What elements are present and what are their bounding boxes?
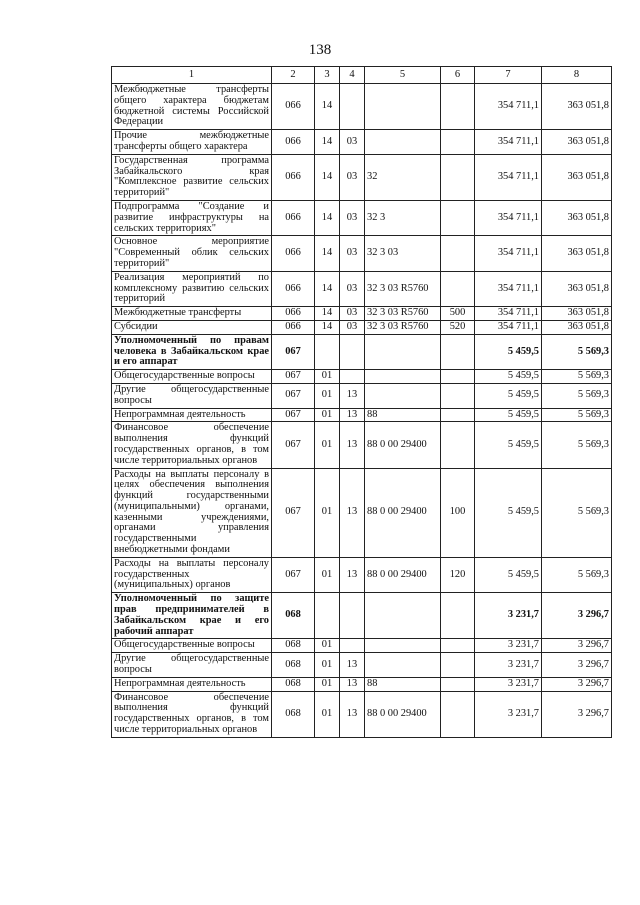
admin-code-cell: 068	[272, 653, 315, 678]
target-item-cell: 88	[365, 677, 441, 691]
expense-type-cell	[441, 200, 475, 235]
row-name-cell: Финансовое обеспечение выполнения функций государственных органов, в том числе территориальных органов	[112, 691, 272, 737]
subsection-code-cell	[340, 370, 365, 384]
subsection-code-cell: 03	[340, 130, 365, 155]
target-item-cell	[365, 593, 441, 639]
section-code-cell: 01	[315, 677, 340, 691]
target-item-cell: 32 3 03 R5760	[365, 320, 441, 334]
amount-year2-cell: 363 051,8	[542, 271, 612, 306]
row-name-cell: Расходы на выплаты персоналу в целях обеспечения выполнения функций государственными (муниципальными) органами, казенными учреждениями, органами управления государственными внебюджетными фондами	[112, 468, 272, 557]
admin-code-cell: 066	[272, 320, 315, 334]
expense-type-cell	[441, 271, 475, 306]
expense-type-cell: 500	[441, 307, 475, 321]
section-code-cell: 14	[315, 130, 340, 155]
admin-code-cell: 066	[272, 307, 315, 321]
table-row	[112, 677, 612, 691]
row-name-cell: Общегосударственные вопросы	[112, 639, 272, 653]
amount-year1-cell: 5 459,5	[475, 370, 542, 384]
target-item-cell	[365, 383, 441, 408]
table-row	[112, 307, 612, 321]
expense-type-cell	[441, 422, 475, 468]
table-row	[112, 557, 612, 592]
table-row	[112, 383, 612, 408]
section-code-cell	[315, 334, 340, 369]
page-number: 138	[308, 42, 332, 58]
amount-year1-cell: 5 459,5	[475, 334, 542, 369]
subsection-code-cell: 13	[340, 422, 365, 468]
expense-type-cell	[441, 334, 475, 369]
table-row	[112, 468, 612, 557]
amount-year1-cell: 3 231,7	[475, 593, 542, 639]
expense-type-cell	[441, 677, 475, 691]
table-row	[112, 422, 612, 468]
column-header: 1	[112, 67, 272, 84]
amount-year1-cell: 354 711,1	[475, 236, 542, 271]
section-code-cell: 01	[315, 370, 340, 384]
amount-year2-cell: 5 569,3	[542, 408, 612, 422]
amount-year2-cell: 5 569,3	[542, 334, 612, 369]
amount-year1-cell: 354 711,1	[475, 200, 542, 235]
subsection-code-cell: 03	[340, 154, 365, 200]
row-name-cell: Финансовое обеспечение выполнения функций государственных органов, в том числе территориальных органов	[112, 422, 272, 468]
expense-type-cell	[441, 154, 475, 200]
amount-year2-cell: 3 296,7	[542, 653, 612, 678]
expense-type-cell	[441, 236, 475, 271]
table-row	[112, 271, 612, 306]
section-code-cell: 01	[315, 422, 340, 468]
amount-year1-cell: 354 711,1	[475, 307, 542, 321]
expense-type-cell	[441, 84, 475, 130]
table-row	[112, 593, 612, 639]
subsection-code-cell: 13	[340, 383, 365, 408]
expense-type-cell	[441, 639, 475, 653]
subsection-code-cell: 03	[340, 271, 365, 306]
amount-year2-cell: 5 569,3	[542, 468, 612, 557]
subsection-code-cell: 13	[340, 408, 365, 422]
target-item-cell	[365, 370, 441, 384]
admin-code-cell: 067	[272, 557, 315, 592]
table-row	[112, 236, 612, 271]
table-row	[112, 130, 612, 155]
table-row	[112, 370, 612, 384]
target-item-cell: 88 0 00 29400	[365, 422, 441, 468]
target-item-cell	[365, 130, 441, 155]
amount-year1-cell: 354 711,1	[475, 320, 542, 334]
amount-year2-cell: 3 296,7	[542, 593, 612, 639]
admin-code-cell: 067	[272, 422, 315, 468]
amount-year2-cell: 363 051,8	[542, 130, 612, 155]
amount-year2-cell: 5 569,3	[542, 383, 612, 408]
row-name-cell: Реализация мероприятий по комплексному развитию сельских территорий	[112, 271, 272, 306]
expense-type-cell	[441, 653, 475, 678]
admin-code-cell: 067	[272, 370, 315, 384]
amount-year2-cell: 363 051,8	[542, 236, 612, 271]
table-row	[112, 334, 612, 369]
row-name-cell: Непрограммная деятельность	[112, 408, 272, 422]
row-name-cell: Межбюджетные трансферты	[112, 307, 272, 321]
section-code-cell: 01	[315, 468, 340, 557]
section-code-cell: 01	[315, 691, 340, 737]
amount-year1-cell: 5 459,5	[475, 383, 542, 408]
row-name-cell: Уполномоченный по правам человека в Забайкальском крае и его аппарат	[112, 334, 272, 369]
subsection-code-cell: 13	[340, 677, 365, 691]
section-code-cell: 01	[315, 557, 340, 592]
row-name-cell: Межбюджетные трансферты общего характера бюджетам бюджетной системы Российской Федерации	[112, 84, 272, 130]
amount-year2-cell: 363 051,8	[542, 320, 612, 334]
subsection-code-cell: 13	[340, 691, 365, 737]
table-row	[112, 154, 612, 200]
expense-type-cell: 120	[441, 557, 475, 592]
table-row	[112, 84, 612, 130]
row-name-cell: Подпрограмма "Создание и развитие инфраструктуры на сельских территориях"	[112, 200, 272, 235]
target-item-cell	[365, 84, 441, 130]
admin-code-cell: 067	[272, 334, 315, 369]
subsection-code-cell: 03	[340, 200, 365, 235]
row-name-cell: Общегосударственные вопросы	[112, 370, 272, 384]
target-item-cell: 32 3 03 R5760	[365, 307, 441, 321]
column-header: 3	[315, 67, 340, 84]
table-row	[112, 639, 612, 653]
section-code-cell: 14	[315, 320, 340, 334]
amount-year1-cell: 3 231,7	[475, 653, 542, 678]
admin-code-cell: 067	[272, 468, 315, 557]
expense-type-cell: 100	[441, 468, 475, 557]
target-item-cell	[365, 653, 441, 678]
admin-code-cell: 068	[272, 593, 315, 639]
admin-code-cell: 067	[272, 383, 315, 408]
amount-year2-cell: 363 051,8	[542, 200, 612, 235]
amount-year1-cell: 5 459,5	[475, 557, 542, 592]
column-header: 6	[441, 67, 475, 84]
amount-year2-cell: 5 569,3	[542, 557, 612, 592]
admin-code-cell: 067	[272, 408, 315, 422]
subsection-code-cell: 03	[340, 307, 365, 321]
section-code-cell	[315, 593, 340, 639]
column-header: 7	[475, 67, 542, 84]
target-item-cell	[365, 639, 441, 653]
expense-type-cell	[441, 593, 475, 639]
row-name-cell: Другие общегосударственные вопросы	[112, 653, 272, 678]
amount-year1-cell: 5 459,5	[475, 422, 542, 468]
amount-year2-cell: 3 296,7	[542, 677, 612, 691]
target-item-cell: 32 3	[365, 200, 441, 235]
subsection-code-cell	[340, 593, 365, 639]
target-item-cell: 88 0 00 29400	[365, 691, 441, 737]
amount-year1-cell: 3 231,7	[475, 677, 542, 691]
row-name-cell: Субсидии	[112, 320, 272, 334]
row-name-cell: Основное мероприятие "Современный облик сельских территорий"	[112, 236, 272, 271]
table-header-row	[112, 67, 612, 84]
row-name-cell: Прочие межбюджетные трансферты общего характера	[112, 130, 272, 155]
target-item-cell: 32 3 03 R5760	[365, 271, 441, 306]
amount-year2-cell: 3 296,7	[542, 639, 612, 653]
section-code-cell: 01	[315, 653, 340, 678]
admin-code-cell: 068	[272, 639, 315, 653]
amount-year1-cell: 354 711,1	[475, 271, 542, 306]
row-name-cell: Государственная программа Забайкальского края "Комплексное развитие сельских территорий"	[112, 154, 272, 200]
row-name-cell: Другие общегосударственные вопросы	[112, 383, 272, 408]
target-item-cell: 88	[365, 408, 441, 422]
admin-code-cell: 066	[272, 154, 315, 200]
expense-type-cell	[441, 408, 475, 422]
subsection-code-cell	[340, 84, 365, 130]
column-header: 5	[365, 67, 441, 84]
subsection-code-cell: 03	[340, 236, 365, 271]
admin-code-cell: 068	[272, 677, 315, 691]
section-code-cell: 14	[315, 307, 340, 321]
row-name-cell: Расходы на выплаты персоналу государственных (муниципальных) органов	[112, 557, 272, 592]
target-item-cell: 88 0 00 29400	[365, 468, 441, 557]
amount-year1-cell: 354 711,1	[475, 130, 542, 155]
column-header: 2	[272, 67, 315, 84]
expense-type-cell	[441, 130, 475, 155]
row-name-cell: Уполномоченный по защите прав предпринимателей в Забайкальском крае и его рабочий аппарат	[112, 593, 272, 639]
target-item-cell: 88 0 00 29400	[365, 557, 441, 592]
table-row	[112, 691, 612, 737]
section-code-cell: 01	[315, 383, 340, 408]
subsection-code-cell	[340, 334, 365, 369]
admin-code-cell: 068	[272, 691, 315, 737]
section-code-cell: 14	[315, 200, 340, 235]
column-header: 8	[542, 67, 612, 84]
section-code-cell: 14	[315, 236, 340, 271]
amount-year1-cell: 5 459,5	[475, 468, 542, 557]
admin-code-cell: 066	[272, 84, 315, 130]
expense-type-cell	[441, 383, 475, 408]
target-item-cell	[365, 334, 441, 369]
amount-year1-cell: 3 231,7	[475, 639, 542, 653]
table-row	[112, 200, 612, 235]
target-item-cell: 32	[365, 154, 441, 200]
admin-code-cell: 066	[272, 271, 315, 306]
amount-year1-cell: 354 711,1	[475, 154, 542, 200]
budget-table	[111, 66, 612, 738]
section-code-cell: 14	[315, 84, 340, 130]
amount-year1-cell: 354 711,1	[475, 84, 542, 130]
amount-year2-cell: 363 051,8	[542, 154, 612, 200]
table-row	[112, 320, 612, 334]
target-item-cell: 32 3 03	[365, 236, 441, 271]
admin-code-cell: 066	[272, 200, 315, 235]
amount-year2-cell: 363 051,8	[542, 307, 612, 321]
amount-year1-cell: 5 459,5	[475, 408, 542, 422]
section-code-cell: 01	[315, 408, 340, 422]
table-row	[112, 653, 612, 678]
admin-code-cell: 066	[272, 130, 315, 155]
section-code-cell: 14	[315, 271, 340, 306]
column-header: 4	[340, 67, 365, 84]
row-name-cell: Непрограммная деятельность	[112, 677, 272, 691]
amount-year1-cell: 3 231,7	[475, 691, 542, 737]
section-code-cell: 14	[315, 154, 340, 200]
amount-year2-cell: 5 569,3	[542, 422, 612, 468]
subsection-code-cell: 13	[340, 557, 365, 592]
amount-year2-cell: 5 569,3	[542, 370, 612, 384]
expense-type-cell	[441, 370, 475, 384]
expense-type-cell	[441, 691, 475, 737]
subsection-code-cell: 13	[340, 468, 365, 557]
section-code-cell: 01	[315, 639, 340, 653]
subsection-code-cell: 13	[340, 653, 365, 678]
subsection-code-cell: 03	[340, 320, 365, 334]
table-row	[112, 408, 612, 422]
expense-type-cell: 520	[441, 320, 475, 334]
amount-year2-cell: 363 051,8	[542, 84, 612, 130]
admin-code-cell: 066	[272, 236, 315, 271]
subsection-code-cell	[340, 639, 365, 653]
amount-year2-cell: 3 296,7	[542, 691, 612, 737]
